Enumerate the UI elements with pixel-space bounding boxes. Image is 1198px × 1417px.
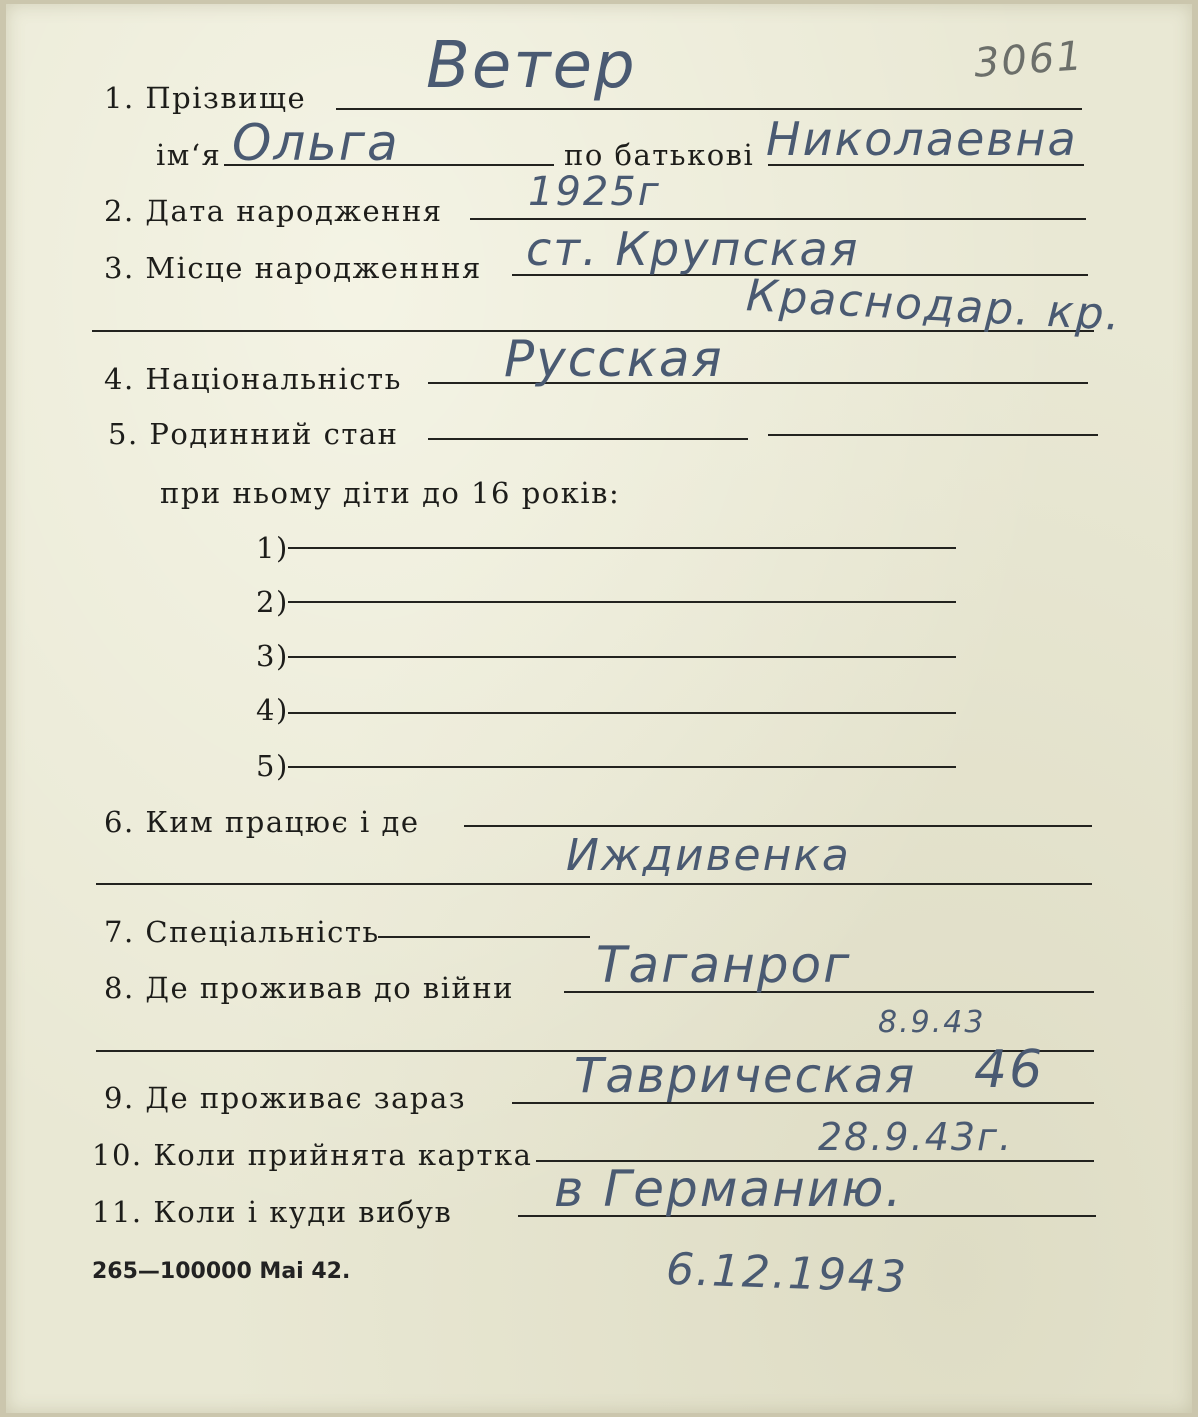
birth-date-label: 2. Дата народження (104, 194, 443, 228)
marital-status-line-b[interactable] (768, 434, 1098, 436)
occupation-line-2[interactable] (96, 883, 1092, 885)
patronymic-value: Николаевна (766, 112, 1078, 166)
departure-destination-value: в Германию. (554, 1160, 904, 1218)
prewar-residence-value: Таганрог (596, 936, 852, 994)
child-line-1[interactable] (288, 547, 956, 549)
child-slot-2: 2) (256, 585, 289, 619)
child-slot-1: 1) (256, 531, 289, 565)
first-name-value: Ольга (232, 114, 400, 172)
first-name-label: ім‘я (156, 138, 222, 172)
date-note: 8.9.43 (878, 1005, 986, 1040)
prewar-residence-label: 8. Де проживав до війни (104, 971, 514, 1005)
marital-status-label: 5. Родинний стан (108, 417, 399, 451)
current-residence-value: Таврическая (574, 1048, 917, 1104)
specialty-label: 7. Спеціальність (104, 915, 380, 949)
child-line-3[interactable] (288, 656, 956, 658)
birth-year-value: 1925г (528, 169, 661, 215)
child-line-2[interactable] (288, 601, 956, 603)
children-label: при ньому діти до 16 років: (160, 476, 621, 510)
patronymic-label: по батькові (564, 138, 755, 172)
registration-card (6, 4, 1192, 1413)
card-accepted-label: 10. Коли прийнята картка (92, 1138, 533, 1172)
surname-label: 1. Прізвище (104, 81, 307, 115)
child-slot-4: 4) (256, 693, 289, 727)
marital-status-line-a[interactable] (428, 438, 748, 440)
nationality-label: 4. Національність (104, 362, 402, 396)
birth-place-value-1: ст. Крупская (526, 222, 860, 276)
child-slot-5: 5) (256, 749, 289, 783)
child-line-4[interactable] (288, 712, 956, 714)
birth-place-value-2: Краснодар. кр. (744, 270, 1123, 341)
surname-line[interactable] (336, 108, 1082, 110)
child-line-5[interactable] (288, 766, 956, 768)
card-number: 3061 (972, 33, 1086, 87)
child-slot-3: 3) (256, 639, 289, 673)
occupation-label: 6. Ким працює і де (104, 805, 420, 839)
surname-value: Ветер (426, 29, 637, 103)
birth-date-line[interactable] (470, 218, 1086, 220)
current-residence-label: 9. Де проживає зараз (104, 1081, 467, 1115)
card-accepted-value: 28.9.43г. (818, 1115, 1014, 1159)
occupation-value: Иждивенка (566, 830, 851, 881)
departure-date-value: 6.12.1943 (665, 1243, 909, 1304)
departure-label: 11. Коли і куди вибув (92, 1195, 453, 1229)
occupation-line[interactable] (464, 825, 1092, 827)
specialty-line[interactable] (378, 936, 590, 938)
house-number-value: 46 (974, 1040, 1045, 1100)
birth-place-label: 3. Місце народженння (104, 251, 482, 285)
nationality-value: Русская (504, 330, 724, 388)
print-code: 265—100000 Mai 42. (92, 1259, 351, 1284)
